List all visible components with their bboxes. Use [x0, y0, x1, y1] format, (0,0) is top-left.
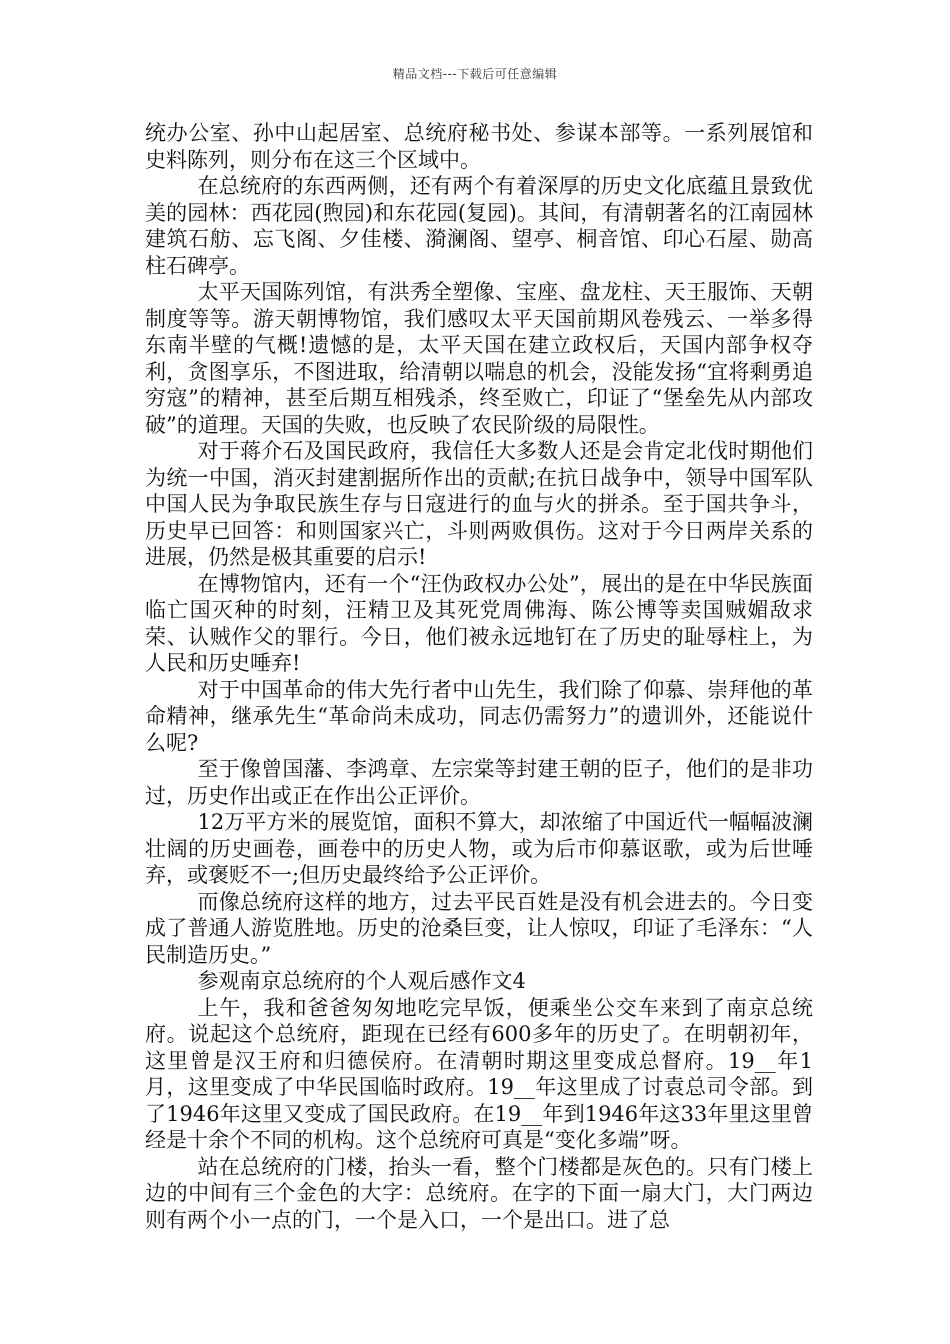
paragraph: 12万平方米的展览馆，面积不算大，却浓缩了中国近代一幅幅波澜壮阔的历史画卷，画卷中的历史人物，或为后市仰慕讴歌，或为后世唾弃，或褒贬不一;但历史最终给予公正评价。 [145, 810, 813, 887]
page-header: 精品文档---下载后可任意编辑 [392, 67, 558, 81]
paragraph: 对于蒋介石及国民政府，我信任大多数人还是会肯定北伐时期他们为统一中国，消灭封建割据所作出的贡献;在抗日战争中，领导中国军队中国人民为争取民族生存与日寇进行的血与火的拼杀。至于国共争斗，历史早已回答：和则国家兴亡，斗则两败俱伤。这对于今日两岸关系的进展，仍然是极其重要的启示! [145, 439, 813, 569]
paragraph: 站在总统府的门楼，抬头一看，整个门楼都是灰色的。只有门楼上边的中间有三个金色的大字：总统府。在字的下面一扇大门，大门两边则有两个小一点的门，一个是入口，一个是出口。进了总 [145, 1154, 813, 1232]
paragraph: 对于中国革命的伟大先行者中山先生，我们除了仰慕、崇拜他的革命精神，继承先生“革命尚未成功，同志仍需努力”的遗训外，还能说什么呢? [145, 677, 813, 755]
paragraph: 上午，我和爸爸匆匆地吃完早饭，便乘坐公交车来到了南京总统府。说起这个总统府，距现在已经有600多年的历史了。在明朝初年，这里曾是汉王府和归德侯府。在清朝时期这里变成总督府。19__年1月，这里变成了中华民国临时政府。19__年这里成了讨袁总司令部。到了1946年这里又变成了国民政府。在19__年到1946年这33年里这里曾经是十余个不同的机构。这个总统府可真是“变化多端”呀。 [145, 995, 813, 1152]
section-heading: 参观南京总统府的个人观后感作文4 [197, 969, 526, 993]
paragraph: 在博物馆内，还有一个“汪伪政权办公处”，展出的是在中华民族面临亡国灭种的时刻，汪精卫及其死党周佛海、陈公博等卖国贼媚敌求荣、认贼作父的罪行。今日，他们被永远地钉在了历史的耻辱柱上，为人民和历史唾弃! [145, 571, 813, 675]
paragraph: 在总统府的东西两侧，还有两个有着深厚的历史文化底蕴且景致优美的园林：西花园(煦园)和东花园(复园)。其间，有清朝著名的江南园林建筑石舫、忘飞阁、夕佳楼、漪澜阁、望亭、桐音馆、印心石屋、勋高柱石碑亭。 [145, 174, 813, 278]
paragraph: 太平天国陈列馆，有洪秀全塑像、宝座、盘龙柱、天王服饰、天朝制度等等。游天朝博物馆，我们感叹太平天国前期风卷残云、一举多得东南半壁的气概!遗憾的是，太平天国在建立政权后，天国内部争权夺利，贪图享乐，不图进取，给清朝以喘息的机会，没能发扬“宜将剩勇追穷寇”的精神，甚至后期互相残杀，终至败亡，印证了“堡垒先从内部攻破”的道理。天国的失败，也反映了农民阶级的局限性。 [145, 280, 813, 437]
paragraph: 至于像曾国藩、李鸿章、左宗棠等封建王朝的臣子，他们的是非功过，历史作出或正在作出公正评价。 [145, 757, 813, 808]
document-body [145, 120, 813, 1233]
paragraph: 而像总统府这样的地方，过去平民百姓是没有机会进去的。今日变成了普通人游览胜地。历史的沧桑巨变，让人惊叹，印证了毛泽东：“人民制造历史。” [145, 889, 813, 967]
paragraph: 统办公室、孙中山起居室、总统府秘书处、参谋本部等。一系列展馆和史料陈列，则分布在这三个区域中。 [145, 121, 813, 172]
